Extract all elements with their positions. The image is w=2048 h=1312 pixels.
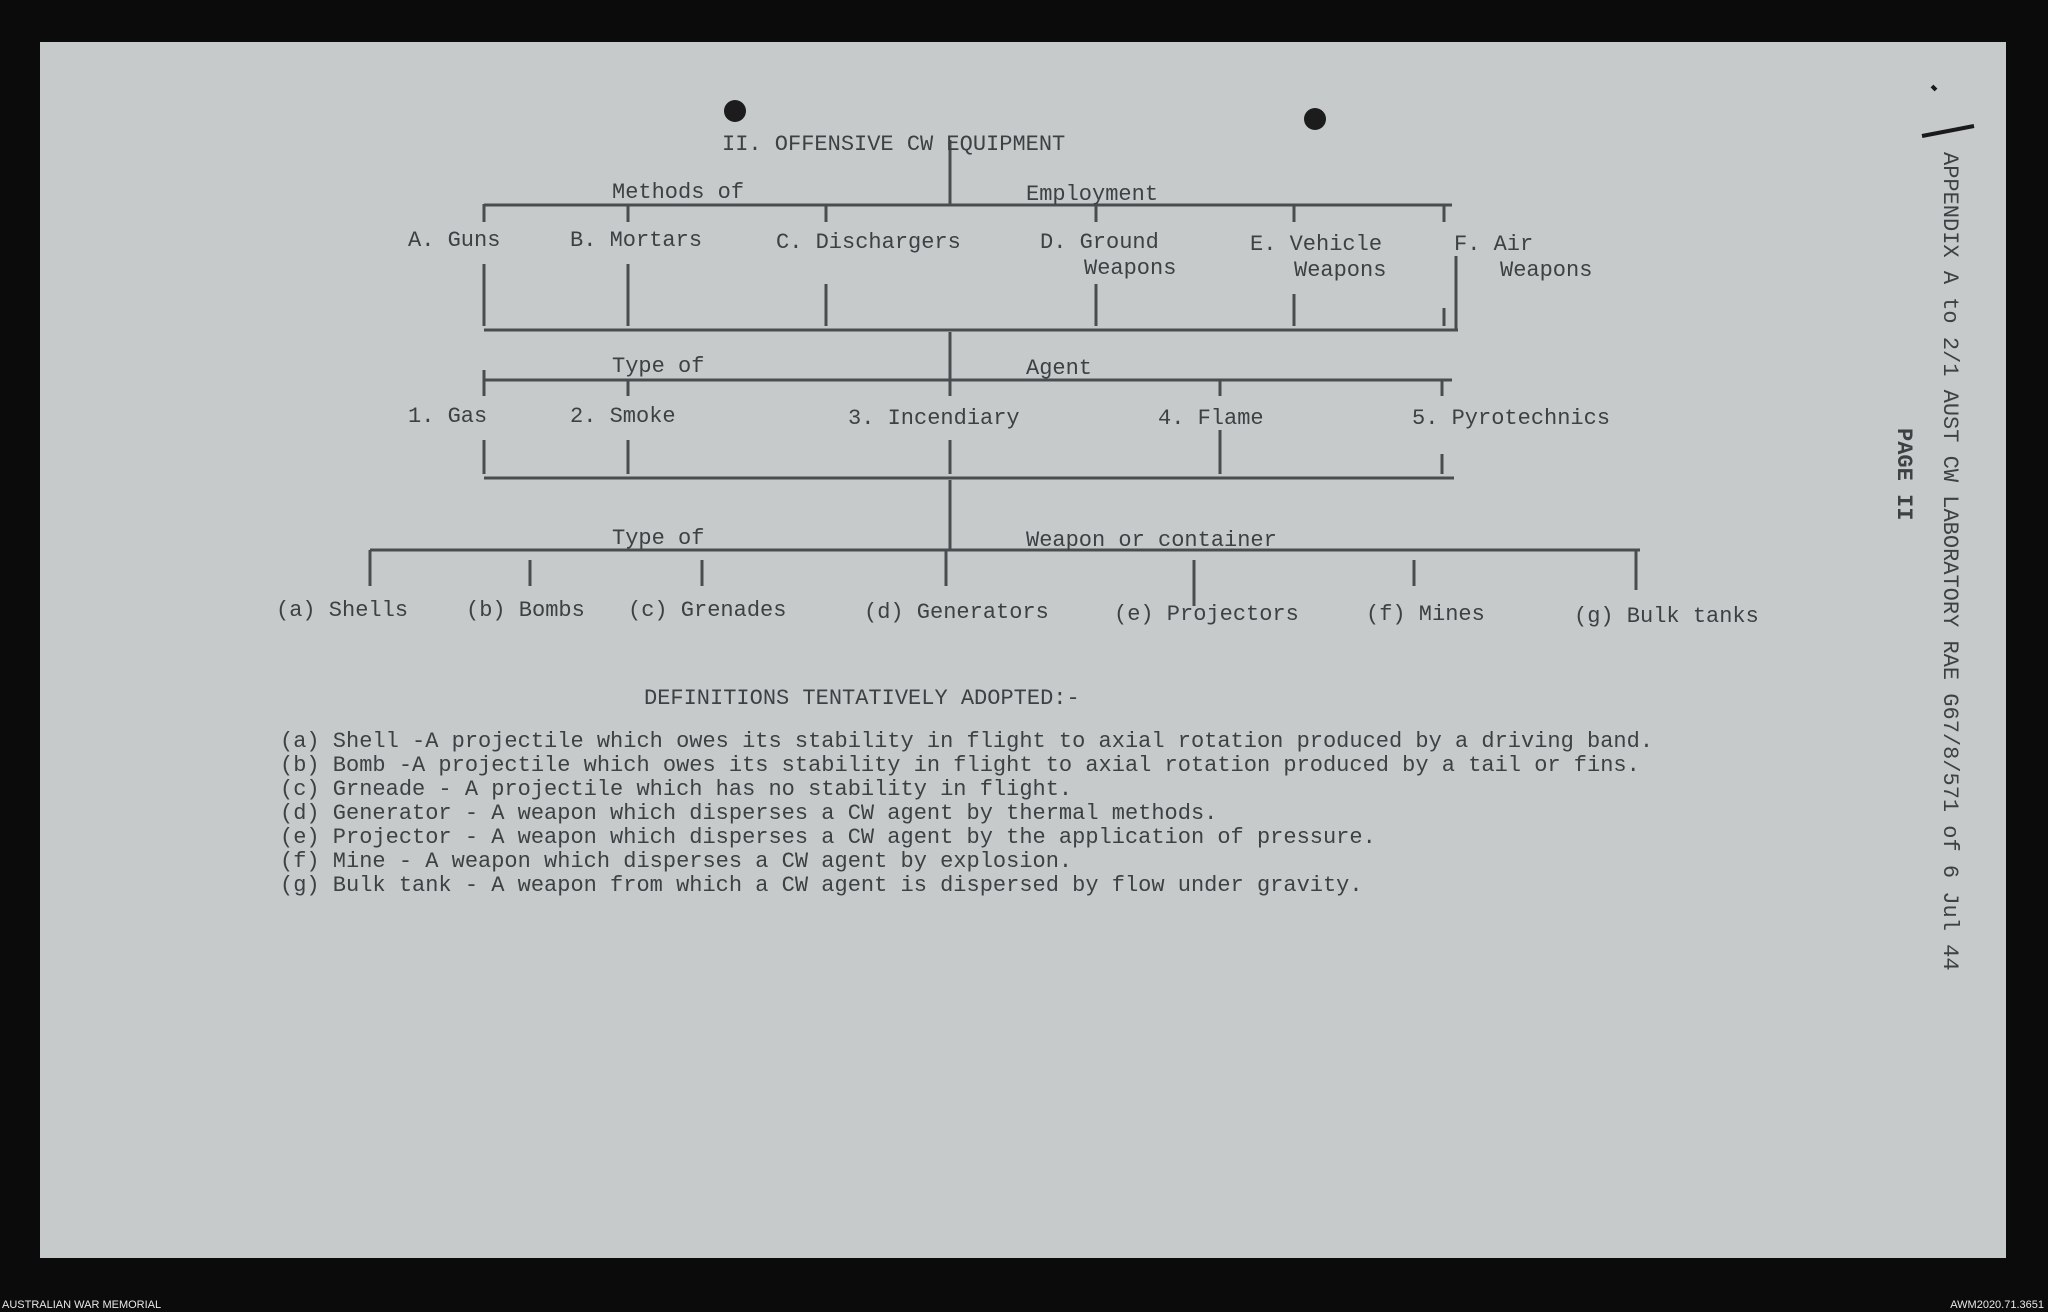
definition-b: (b) Bomb -A projectile which owes its stability in flight to axial rotation produced by a tail or fins. [280,753,1640,778]
definitions-title: DEFINITIONS TENTATIVELY ADOPTED:- [644,686,1080,711]
group2-item-3: 3. Incendiary [848,406,1020,431]
document-heading: II. OFFENSIVE CW EQUIPMENT [722,132,1066,157]
group1-title-right: Employment [1026,182,1159,207]
definition-e: (e) Projector - A weapon which disperses a CW agent by the application of pressure. [280,825,1376,850]
footer-institution: AUSTRALIAN WAR MEMORIAL [2,1299,162,1311]
group3-item-b: (b) Bombs [466,598,585,623]
group3-item-g: (g) Bulk tanks [1574,604,1759,629]
group2-item-5: 5. Pyrotechnics [1412,406,1611,431]
group3-item-f: (f) Mines [1366,602,1485,627]
group1-item-f: F. Air [1454,232,1534,257]
group2-item-2: 2. Smoke [570,404,676,429]
definition-d: (d) Generator - A weapon which disperses a CW agent by thermal methods. [280,801,1218,826]
group3-title-right: Weapon or container [1026,528,1277,553]
group1-item-d-line2: Weapons [1084,256,1177,281]
side-page-number: PAGE II [1891,428,1916,521]
group3-item-d: (d) Generators [864,600,1049,625]
group1-item-e-line2: Weapons [1294,258,1387,283]
group1-title-left: Methods of [612,180,745,205]
group1-item-a: A. Guns [408,228,501,253]
definitions-list [280,730,1653,898]
definition-c: (c) Grneade - A projectile which has no stability in flight. [280,777,1073,802]
group1-item-b: B. Mortars [570,228,703,253]
definition-a: (a) Shell -A projectile which owes its stability in flight to axial rotation produced by a driving band. [280,729,1654,754]
group2-title-right: Agent [1026,356,1093,381]
footer-accession-number: AWM2020.71.3651 [1950,1299,2044,1311]
definition-f: (f) Mine - A weapon which disperses a CW agent by explosion. [280,849,1073,874]
side-reference: APPENDIX A to 2/1 AUST CW LABORATORY RAE G67/8/571 of 6 Jul 44 [1937,152,1962,971]
group1-item-f-line2: Weapons [1500,258,1593,283]
group1-item-c: C. Dischargers [776,230,961,255]
group1-item-d: D. Ground [1040,230,1159,255]
group3-title-left: Type of [612,526,705,551]
definition-g: (g) Bulk tank - A weapon from which a CW agent is dispersed by flow under gravity. [280,873,1363,898]
group3-item-c: (c) Grenades [628,598,787,623]
group3-item-a: (a) Shells [276,598,409,623]
group2-item-1: 1. Gas [408,404,488,429]
group2-title-left: Type of [612,354,705,379]
group3-item-e: (e) Projectors [1114,602,1299,627]
group2-item-4: 4. Flame [1158,406,1264,431]
group1-item-e: E. Vehicle [1250,232,1383,257]
